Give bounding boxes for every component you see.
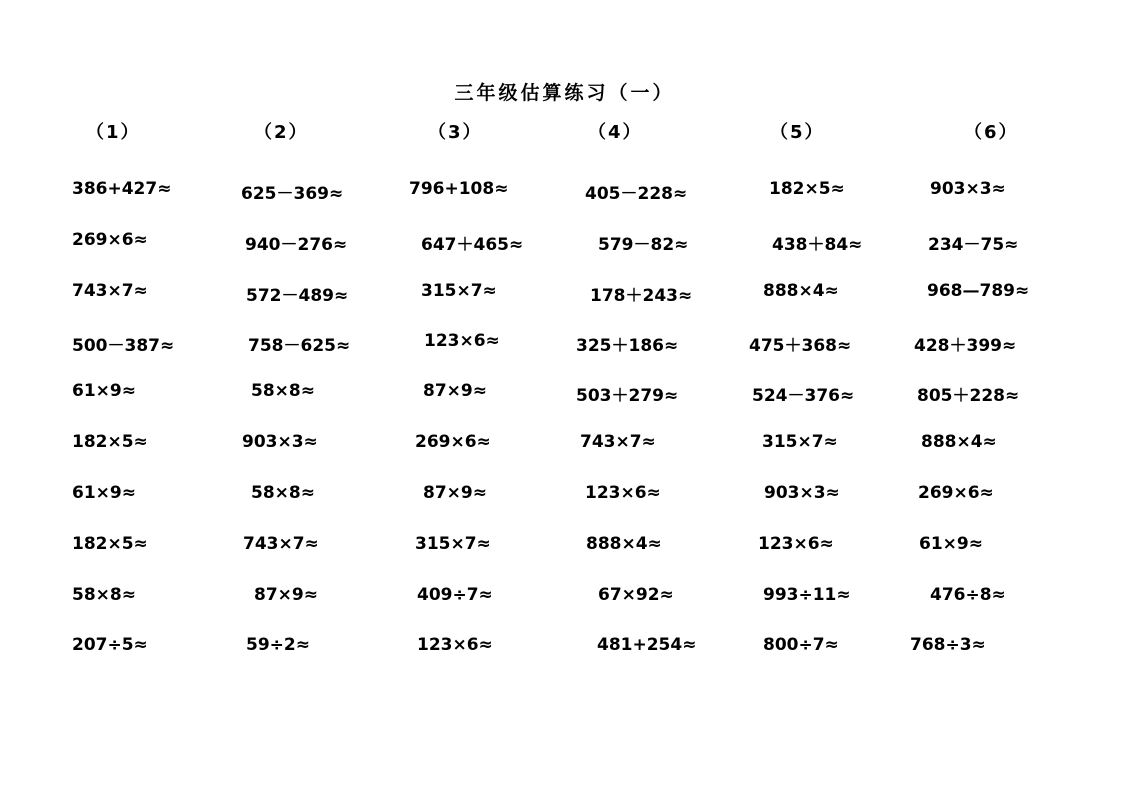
problem-c6-r2: 234－75≈: [928, 235, 1019, 255]
problem-c3-r5: 87×9≈: [423, 381, 487, 401]
problem-c6-r3: 968—789≈: [927, 281, 1030, 301]
problem-c1-r2: 269×6≈: [72, 230, 148, 250]
problem-c3-r7: 87×9≈: [423, 483, 487, 503]
problem-c2-r2: 940－276≈: [245, 235, 348, 255]
column-header-5: （5）: [770, 122, 825, 143]
problem-c2-r1: 625－369≈: [241, 184, 344, 204]
problem-c6-r5: 805＋228≈: [917, 386, 1020, 406]
problem-c4-r7: 123×6≈: [585, 483, 661, 503]
problem-c3-r9: 409÷7≈: [417, 585, 493, 605]
problem-c6-r6: 888×4≈: [921, 432, 997, 452]
problem-c2-r3: 572－489≈: [246, 286, 349, 306]
problem-c1-r10: 207÷5≈: [72, 635, 148, 655]
problem-c4-r3: 178＋243≈: [590, 286, 693, 306]
problem-c1-r8: 182×5≈: [72, 534, 148, 554]
problem-c4-r6: 743×7≈: [580, 432, 656, 452]
problem-c5-r10: 800÷7≈: [763, 635, 839, 655]
problem-c4-r8: 888×4≈: [586, 534, 662, 554]
problem-c5-r8: 123×6≈: [758, 534, 834, 554]
column-header-3: （3）: [428, 122, 483, 143]
problem-c6-r4: 428＋399≈: [914, 336, 1017, 356]
problem-c6-r7: 269×6≈: [918, 483, 994, 503]
problem-c4-r10: 481+254≈: [597, 635, 697, 655]
column-header-2: （2）: [254, 122, 309, 143]
problem-c5-r1: 182×5≈: [769, 179, 845, 199]
problem-c5-r6: 315×7≈: [762, 432, 838, 452]
problem-c6-r9: 476÷8≈: [930, 585, 1006, 605]
problem-c3-r2: 647＋465≈: [421, 235, 524, 255]
problem-c1-r9: 58×8≈: [72, 585, 136, 605]
problem-c4-r4: 325＋186≈: [576, 336, 679, 356]
column-header-4: （4）: [588, 122, 643, 143]
problem-c5-r2: 438＋84≈: [772, 235, 863, 255]
problem-c1-r4: 500－387≈: [72, 336, 175, 356]
problem-c5-r5: 524－376≈: [752, 386, 855, 406]
problem-c6-r8: 61×9≈: [919, 534, 983, 554]
problem-c2-r4: 758－625≈: [248, 336, 351, 356]
problem-c5-r3: 888×4≈: [763, 281, 839, 301]
problem-c1-r3: 743×7≈: [72, 281, 148, 301]
problem-c4-r9: 67×92≈: [598, 585, 674, 605]
problem-c4-r5: 503＋279≈: [576, 386, 679, 406]
problem-c1-r5: 61×9≈: [72, 381, 136, 401]
problem-c2-r7: 58×8≈: [251, 483, 315, 503]
problem-c2-r6: 903×3≈: [242, 432, 318, 452]
problem-c1-r7: 61×9≈: [72, 483, 136, 503]
problem-c3-r8: 315×7≈: [415, 534, 491, 554]
problem-c3-r4: 123×6≈: [424, 331, 500, 351]
worksheet-title: 三年级估算练习（一）: [454, 82, 675, 104]
problem-c5-r7: 903×3≈: [764, 483, 840, 503]
problem-c2-r10: 59÷2≈: [246, 635, 310, 655]
problem-c2-r8: 743×7≈: [243, 534, 319, 554]
problem-c5-r9: 993÷11≈: [763, 585, 851, 605]
problem-c3-r3: 315×7≈: [421, 281, 497, 301]
problem-c3-r10: 123×6≈: [417, 635, 493, 655]
column-header-6: （6）: [964, 122, 1019, 143]
problem-c6-r1: 903×3≈: [930, 179, 1006, 199]
problem-c5-r4: 475＋368≈: [749, 336, 852, 356]
problem-c3-r6: 269×6≈: [415, 432, 491, 452]
problem-c1-r6: 182×5≈: [72, 432, 148, 452]
problem-c1-r1: 386+427≈: [72, 179, 172, 199]
problem-c4-r1: 405－228≈: [585, 184, 688, 204]
column-header-1: （1）: [86, 122, 141, 143]
problem-c2-r5: 58×8≈: [251, 381, 315, 401]
problem-c2-r9: 87×9≈: [254, 585, 318, 605]
problem-c4-r2: 579－82≈: [598, 235, 689, 255]
problem-c6-r10: 768÷3≈: [910, 635, 986, 655]
problem-c3-r1: 796+108≈: [409, 179, 509, 199]
